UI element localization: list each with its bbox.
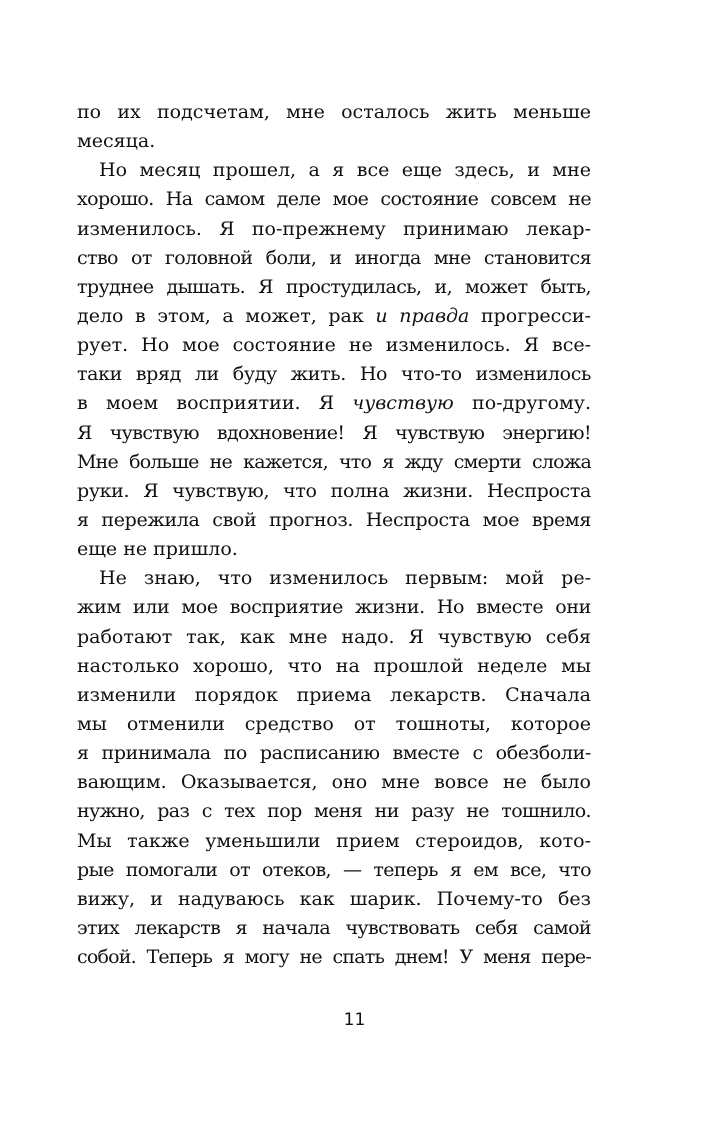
text-line: хорошо. На самом деле мое состояние совсем не: [77, 188, 591, 211]
text-line: я принимала по расписанию вместе с обезболи-: [77, 742, 591, 765]
text-line: Мне больше не кажется, что я жду смерти сложа: [77, 450, 591, 473]
text-line: настолько хорошо, что на прошлой неделе мы: [77, 654, 591, 677]
text-line: этих лекарств я начала чувствовать себя самой: [77, 916, 591, 939]
text-line: руки. Я чувствую, что полна жизни. Неспроста: [77, 479, 591, 502]
text-line: нужно, раз с тех пор меня ни разу не тошнило.: [77, 800, 591, 823]
text-line: Я чувствую вдохновение! Я чувствую энергию!: [77, 421, 591, 444]
text-line: труднее дышать. Я простудилась, и, может быть,: [77, 275, 591, 298]
text-line: по их подсчетам, мне осталось жить меньше: [77, 101, 591, 123]
text-line: вижу, и надуваюсь как шарик. Почему-то без: [77, 887, 591, 910]
text-line: месяца.: [77, 130, 156, 153]
text-line: вающим. Оказывается, оно мне вовсе не было: [77, 771, 591, 794]
text-line: собой. Теперь я могу не спать днем! У меня пере-: [77, 946, 591, 969]
text-segment: дело в этом, а может, рак: [77, 304, 364, 327]
text-line: рые помогали от отеков, — теперь я ем все, что: [77, 858, 591, 881]
text-segment: прогресси-: [480, 304, 591, 327]
text-line: я пережила свой прогноз. Неспроста мое время: [77, 508, 591, 531]
text-segment: в моем восприятии. Я: [77, 392, 335, 415]
text-line: Мы также уменьшили прием стероидов, кото-: [77, 829, 591, 852]
text-line: Но месяц прошел, а я все еще здесь, и мне: [99, 159, 591, 182]
text-line: Не знаю, что изменилось первым: мой ре-: [99, 567, 591, 590]
text-line: еще не пришло.: [77, 538, 238, 561]
text-line: изменили порядок приема лекарств. Сначала: [77, 683, 591, 706]
text-line: ство от головной боли, и иногда мне становится: [77, 246, 591, 269]
text-line: мы отменили средство от тошноты, которое: [77, 712, 591, 735]
text-line: изменилось. Я по-прежнему принимаю лекар-: [77, 217, 591, 240]
text-line-mixed: [77, 302, 591, 331]
text-line-mixed: [77, 389, 591, 418]
italic-emphasis: и правда: [375, 304, 470, 327]
text-line: жим или мое восприятие жизни. Но вместе они: [77, 596, 591, 619]
page-number: 11: [343, 1010, 366, 1030]
text-segment: по-другому.: [472, 392, 591, 415]
text-line: работают так, как мне надо. Я чувствую себя: [77, 625, 591, 648]
body-text: [77, 98, 591, 972]
italic-emphasis: чувствую: [352, 392, 454, 415]
text-line: рует. Но мое состояние не изменилось. Я все-: [77, 334, 591, 357]
text-line: таки вряд ли буду жить. Но что-то изменилось: [77, 363, 591, 386]
